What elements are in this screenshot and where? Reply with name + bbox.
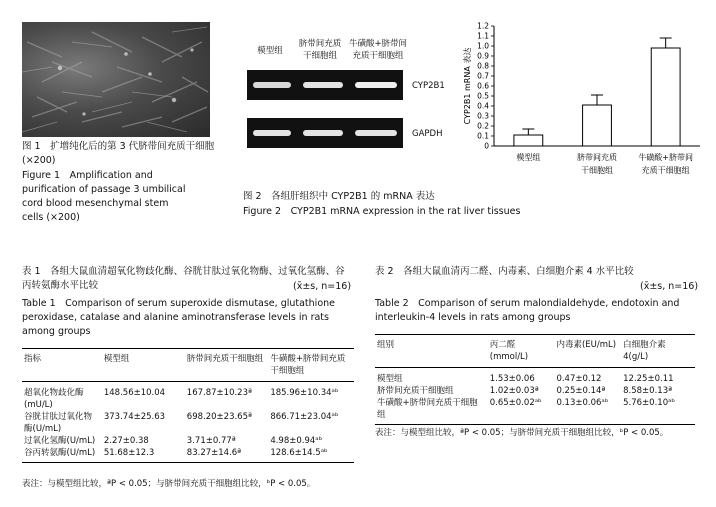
y-tick-label: 0: [484, 141, 489, 151]
y-tick-label: 0.6: [477, 81, 489, 91]
y-tick-label: 0.7: [477, 71, 489, 81]
table2-footnote: 表注：与模型组比较，ªP < 0.05；与脐带间充质干细胞组比较，ᵇP < 0.05。: [375, 428, 669, 438]
table2: [375, 334, 695, 425]
bar: [583, 105, 612, 146]
table-row: [375, 385, 695, 397]
figure1-caption-en: Figure 1 Amplification and purification of passage 3 umbilical cord blood mesenchymal stem cells (×200): [22, 170, 186, 223]
gel-band: [355, 82, 397, 88]
table-cell: 谷丙转氨酶(U/mL): [22, 447, 102, 463]
table-cell: 0.47±0.12: [554, 368, 621, 386]
y-tick-label: 1.1: [477, 31, 489, 41]
gel-band: [253, 130, 291, 136]
figure1-caption-cn: 图 1 扩增纯化后的第 3 代脐带间充质干细胞(×200): [22, 141, 215, 166]
table-cell: 0.13±0.06ᵃᵇ: [554, 397, 621, 425]
y-tick-label: 1.0: [477, 41, 489, 51]
table-cell: 373.74±25.63: [103, 412, 166, 422]
gel-lane-label: 模型组: [257, 46, 283, 56]
table1: [22, 348, 354, 463]
table-cell: 866.71±23.04ᵃᵇ: [270, 412, 339, 422]
gel-band: [303, 130, 343, 136]
gel-band: [355, 130, 397, 136]
table-header-row: [375, 335, 695, 368]
gel-band: [253, 82, 291, 88]
table-row: [22, 382, 354, 412]
table-cell: 12.25±0.11: [621, 368, 695, 386]
table-cell: 128.6±14.5ᵃᵇ: [268, 447, 354, 463]
x-tick-label: 模型组: [516, 153, 541, 162]
table1-title-en: Table 1 Comparison of serum superoxide dismutase, glutathione peroxidase, catalase and alanine aminotransferase levels in rats among groups: [22, 298, 335, 337]
y-tick-label: 0.3: [477, 111, 489, 121]
gel-lane-label: 脐带间充质干细胞组: [298, 39, 342, 61]
table1-footnote: 表注：与模型组比较，ªP < 0.05；与脐带间充质干细胞组比较，ᵇP < 0.05。: [22, 479, 316, 489]
table-cell: 5.76±0.10ᵃᵇ: [621, 397, 695, 425]
table-row: [22, 447, 354, 463]
y-axis-label: CYP2B1 mRNA 表达: [463, 47, 472, 125]
gel-band-label: GAPDH: [412, 129, 443, 139]
table-cell: 模型组: [375, 368, 488, 386]
table-header-cell: 脐带间充质干细胞组: [185, 349, 269, 382]
table-cell: 过氧化氢酶(U/mL): [24, 436, 96, 446]
y-tick-label: 0.1: [477, 131, 489, 141]
y-tick-label: 0.8: [477, 61, 489, 71]
table-cell: 148.56±10.04: [102, 382, 185, 412]
table2-stat-note: (x̄±s, n=16): [640, 281, 699, 292]
bar: [514, 135, 543, 146]
figure2-caption-cn: 图 2 各组肝组织中 CYP2B1 的 mRNA 表达: [243, 191, 435, 202]
gel-lane-label: 牛磺酸+脐带间充质干细胞组: [348, 39, 408, 61]
table-cell: 谷胱甘肽过氧化物酶(U/mL): [24, 412, 93, 434]
table-cell: 167.87±10.23ª: [185, 382, 269, 412]
x-tick-label: 脐带间充质: [577, 153, 617, 162]
table-cell: 83.27±14.6ª: [185, 447, 269, 463]
x-tick-label: 牛磺酸+脐带间: [638, 153, 694, 162]
table-row: [375, 368, 695, 386]
y-tick-label: 0.2: [477, 121, 489, 131]
table-header-cell: 白细胞介素 4(g/L): [621, 335, 695, 368]
table-cell: 8.58±0.13ª: [623, 386, 673, 396]
y-tick-label: 1.2: [477, 21, 489, 31]
table-cell: 51.68±12.3: [102, 447, 185, 463]
bar: [651, 48, 680, 146]
table-cell: 698.20±23.65ª: [186, 412, 252, 422]
table-cell: 4.98±0.94ᵃᵇ: [270, 436, 323, 446]
table-header-cell: 丙二醛(mmol/L): [488, 335, 555, 368]
table-header-row: [22, 349, 354, 382]
table1-title-cn: 表 1 各组大鼠血清超氧化物歧化酶、谷胱甘肽过氧化物酶、过氧化氢酶、谷丙转氨酶水平比较: [22, 266, 345, 291]
y-tick-label: 0.4: [477, 101, 489, 111]
micrograph-image: [22, 22, 210, 137]
table-cell: 脐带间充质干细胞组: [377, 386, 454, 396]
table2-title-en: Table 2 Comparison of serum malondialdehyde, endotoxin and interleukin-4 levels in rats among groups: [375, 298, 680, 323]
gel-band: [303, 82, 343, 88]
table-header-cell: 模型组: [102, 349, 185, 382]
table-header-cell: 指标: [22, 349, 102, 382]
table-row: [22, 435, 354, 447]
gel-band-panel: [247, 118, 403, 148]
table-header-cell: 内毒素(EU/mL): [554, 335, 621, 368]
table-header-cell: 组别: [375, 335, 488, 368]
x-tick-label: 干细胞组: [581, 166, 613, 175]
bar-chart: [458, 18, 708, 200]
figure2-caption-en: Figure 2 CYP2B1 mRNA expression in the rat liver tissues: [243, 206, 521, 217]
table-cell: 1.02±0.03ª: [489, 386, 539, 396]
gel-band-label: CYP2B1: [412, 81, 445, 91]
y-tick-label: 0.5: [477, 91, 489, 101]
table2-title-cn: 表 2 各组大鼠血清丙二醛、内毒素、白细胞介素 4 水平比较: [375, 266, 634, 277]
table-cell: 0.25±0.14ª: [556, 386, 606, 396]
table-row: [375, 397, 695, 425]
table-cell: 2.27±0.38: [103, 436, 149, 446]
table-cell: 超氧化物歧化酶(mU/L): [22, 382, 102, 412]
gel-band-panel: [247, 70, 403, 100]
table-cell: 3.71±0.77ª: [186, 436, 236, 446]
table-header-cell: 牛磺酸+脐带间充质干细胞组: [268, 349, 354, 382]
x-tick-label: 充质干细胞组: [641, 166, 690, 175]
y-tick-label: 0.9: [477, 51, 489, 61]
table-cell: 1.53±0.06: [488, 368, 555, 386]
table1-stat-note: (x̄±s, n=16): [293, 281, 352, 292]
table-row: [22, 411, 354, 435]
table-cell: 185.96±10.34ᵃᵇ: [268, 382, 354, 412]
table-cell: 牛磺酸+脐带间充质干细胞组: [375, 397, 488, 425]
table-cell: 0.65±0.02ᵃᵇ: [488, 397, 555, 425]
